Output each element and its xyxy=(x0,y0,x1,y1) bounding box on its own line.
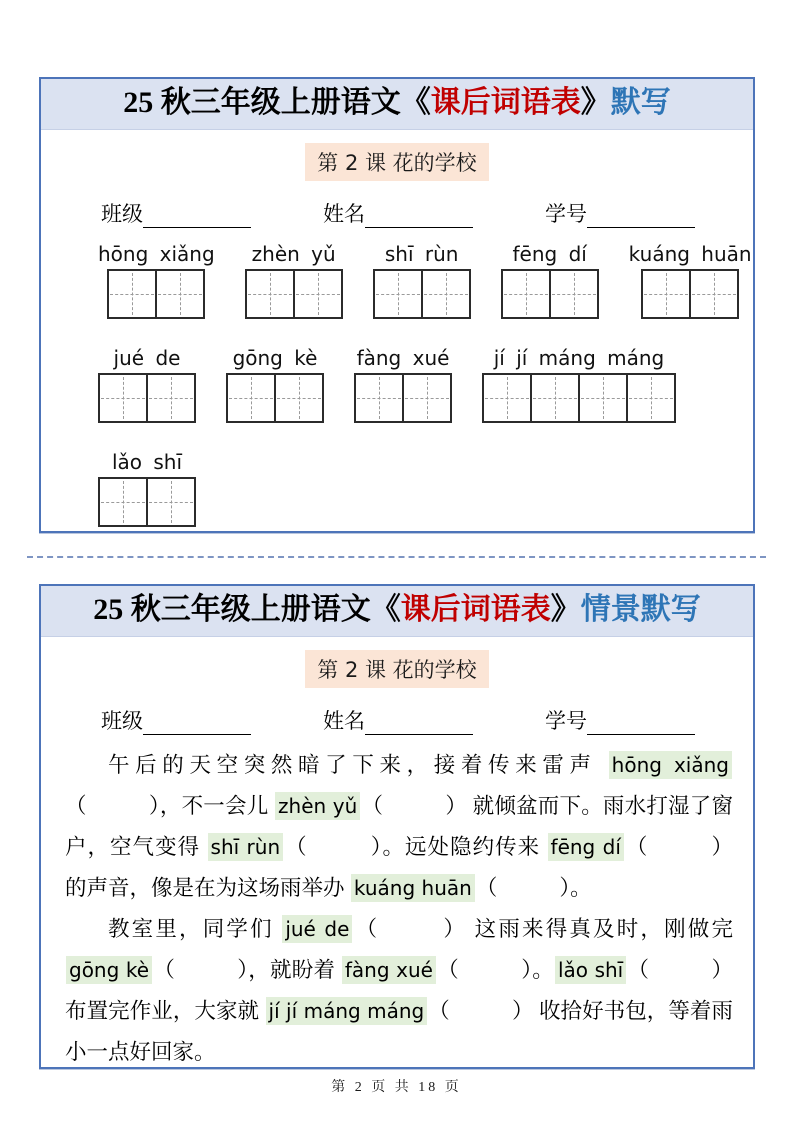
title-prefix: 25 秋三年级上册语文《 xyxy=(93,593,401,626)
writing-grid xyxy=(107,269,205,319)
pinyin-highlight: fàng xué xyxy=(342,956,436,984)
student-number-label: 学号 xyxy=(545,202,587,226)
title-book-name: 课后词语表 xyxy=(400,593,551,626)
name-label: 姓名 xyxy=(323,709,365,733)
class-blank-line xyxy=(143,710,251,735)
passage-paragraph: 午后的天空突然暗了下来，接着传来雷声 hōng xiǎng（ ），不一会儿 zhèn yǔ （ ） 就倾盆而下。雨水打湿了窗户，空气变得 shī rùn （ ）。远处隐约传来 fēng dí （ ） 的声音，像是在为这场雨举办 kuáng huān （ ）。 xyxy=(65,753,733,900)
character-grid-cell xyxy=(98,373,148,423)
character-grid-cell xyxy=(404,373,452,423)
writing-grid xyxy=(482,373,676,423)
pinyin-highlight: fēng dí xyxy=(548,833,624,861)
student-number-blank-line xyxy=(587,710,695,735)
title-mode: 情景默写 xyxy=(580,593,701,626)
lesson-badge-row xyxy=(41,143,753,181)
pinyin-label: gōng kè xyxy=(232,346,318,370)
pinyin-highlight: jué de xyxy=(282,915,352,943)
answer-blank: （ ） xyxy=(624,835,733,859)
answer-blank: （ ） xyxy=(153,958,249,982)
cut-divider-line xyxy=(27,556,766,558)
character-grid-cell xyxy=(157,269,205,319)
writing-grid xyxy=(641,269,739,319)
pinyin-highlight: gōng kè xyxy=(66,956,152,984)
writing-grid xyxy=(354,373,452,423)
pinyin-label: kuáng huān xyxy=(628,242,752,266)
writing-grid xyxy=(501,269,599,319)
student-number-blank-line xyxy=(587,203,695,228)
word-group xyxy=(245,242,343,319)
pinyin-label: jué de xyxy=(113,346,181,370)
answer-blank: （ ） xyxy=(65,794,160,818)
pinyin-label: lǎo shī xyxy=(111,450,183,474)
class-label: 班级 xyxy=(101,709,143,733)
class-field xyxy=(101,198,251,228)
pinyin-highlight: kuáng huān xyxy=(351,874,475,902)
character-grid-cell xyxy=(482,373,532,423)
answer-blank: （ ） xyxy=(627,958,733,982)
title-book-name: 课后词语表 xyxy=(430,86,581,119)
pinyin-highlight: hōng xiǎng xyxy=(609,751,732,779)
character-grid-cell xyxy=(107,269,157,319)
name-blank-line xyxy=(365,203,473,228)
panel-title xyxy=(41,586,753,637)
passage-paragraph: 教室里，同学们 jué de （ ） 这雨来得真及时，刚做完 gōng kè （ ），就盼着 fàng xué （ ）。 lǎo shī （ ） 布置完作业，大家就 jí jí máng máng （ ） 收拾好书包，等着雨小一点好回家。 xyxy=(65,917,733,1064)
student-info-row xyxy=(41,198,753,228)
answer-blank: （ ） xyxy=(428,999,534,1023)
pinyin-label: shī rùn xyxy=(384,242,459,266)
word-row xyxy=(41,242,753,319)
passage-area xyxy=(41,745,753,1069)
answer-blank: （ ） xyxy=(436,958,533,982)
class-blank-line xyxy=(143,203,251,228)
character-grid-cell xyxy=(98,477,148,527)
word-row xyxy=(41,450,753,527)
pinyin-highlight: shī rùn xyxy=(208,833,284,861)
writing-grid xyxy=(226,373,324,423)
character-grid-cell xyxy=(532,373,580,423)
class-field xyxy=(101,705,251,735)
title-close-bracket: 》 xyxy=(550,593,581,626)
name-field xyxy=(323,198,473,228)
pinyin-highlight: zhèn yǔ xyxy=(275,792,360,820)
student-number-field xyxy=(545,198,695,228)
character-grid-cell xyxy=(580,373,628,423)
word-group xyxy=(98,242,215,319)
name-label: 姓名 xyxy=(323,202,365,226)
panel-title xyxy=(41,79,753,130)
pinyin-highlight: lǎo shī xyxy=(555,956,626,984)
word-row xyxy=(41,346,753,423)
word-group xyxy=(98,450,196,527)
answer-blank: （ ） xyxy=(353,917,468,941)
word-group xyxy=(226,346,324,423)
title-prefix: 25 秋三年级上册语文《 xyxy=(123,86,431,119)
character-grid-cell xyxy=(551,269,599,319)
character-grid-cell xyxy=(628,373,676,423)
pinyin-label: hōng xiǎng xyxy=(98,242,215,266)
context-dictation-panel xyxy=(39,584,755,1069)
writing-grid xyxy=(245,269,343,319)
character-grid-cell xyxy=(276,373,324,423)
character-grid-cell xyxy=(148,477,196,527)
word-group xyxy=(373,242,471,319)
character-grid-cell xyxy=(148,373,196,423)
lesson-badge: 第 2 课 花的学校 xyxy=(305,650,488,688)
word-group xyxy=(629,242,752,319)
character-grid-cell xyxy=(641,269,691,319)
character-grid-cell xyxy=(295,269,343,319)
writing-grid xyxy=(98,373,196,423)
character-grid-cell xyxy=(226,373,276,423)
character-grid-cell xyxy=(423,269,471,319)
lesson-badge-row xyxy=(41,650,753,688)
word-group xyxy=(501,242,599,319)
pinyin-highlight: jí jí máng máng xyxy=(266,997,428,1025)
character-grid-cell xyxy=(373,269,423,319)
title-close-bracket: 》 xyxy=(580,86,611,119)
student-info-row xyxy=(41,705,753,735)
word-grid-area xyxy=(41,242,753,527)
character-grid-cell xyxy=(245,269,295,319)
pinyin-label: jí jí máng máng xyxy=(493,346,665,370)
name-blank-line xyxy=(365,710,473,735)
title-mode: 默写 xyxy=(610,86,671,119)
lesson-badge: 第 2 课 花的学校 xyxy=(305,143,488,181)
answer-blank: （ ） xyxy=(475,876,571,900)
name-field xyxy=(323,705,473,735)
pinyin-label: zhèn yǔ xyxy=(251,242,336,266)
dictation-panel xyxy=(39,77,755,533)
answer-blank: （ ） xyxy=(284,835,383,859)
student-number-field xyxy=(545,705,695,735)
writing-grid xyxy=(373,269,471,319)
pinyin-label: fàng xué xyxy=(356,346,450,370)
writing-grid xyxy=(98,477,196,527)
word-group xyxy=(354,346,452,423)
word-group xyxy=(482,346,676,423)
answer-blank: （ ） xyxy=(361,794,468,818)
character-grid-cell xyxy=(501,269,551,319)
class-label: 班级 xyxy=(101,202,143,226)
page-number-footer: 第 2 页 共 18 页 xyxy=(331,1080,462,1095)
student-number-label: 学号 xyxy=(545,709,587,733)
character-grid-cell xyxy=(354,373,404,423)
pinyin-label: fēng dí xyxy=(512,242,587,266)
character-grid-cell xyxy=(691,269,739,319)
word-group xyxy=(98,346,196,423)
